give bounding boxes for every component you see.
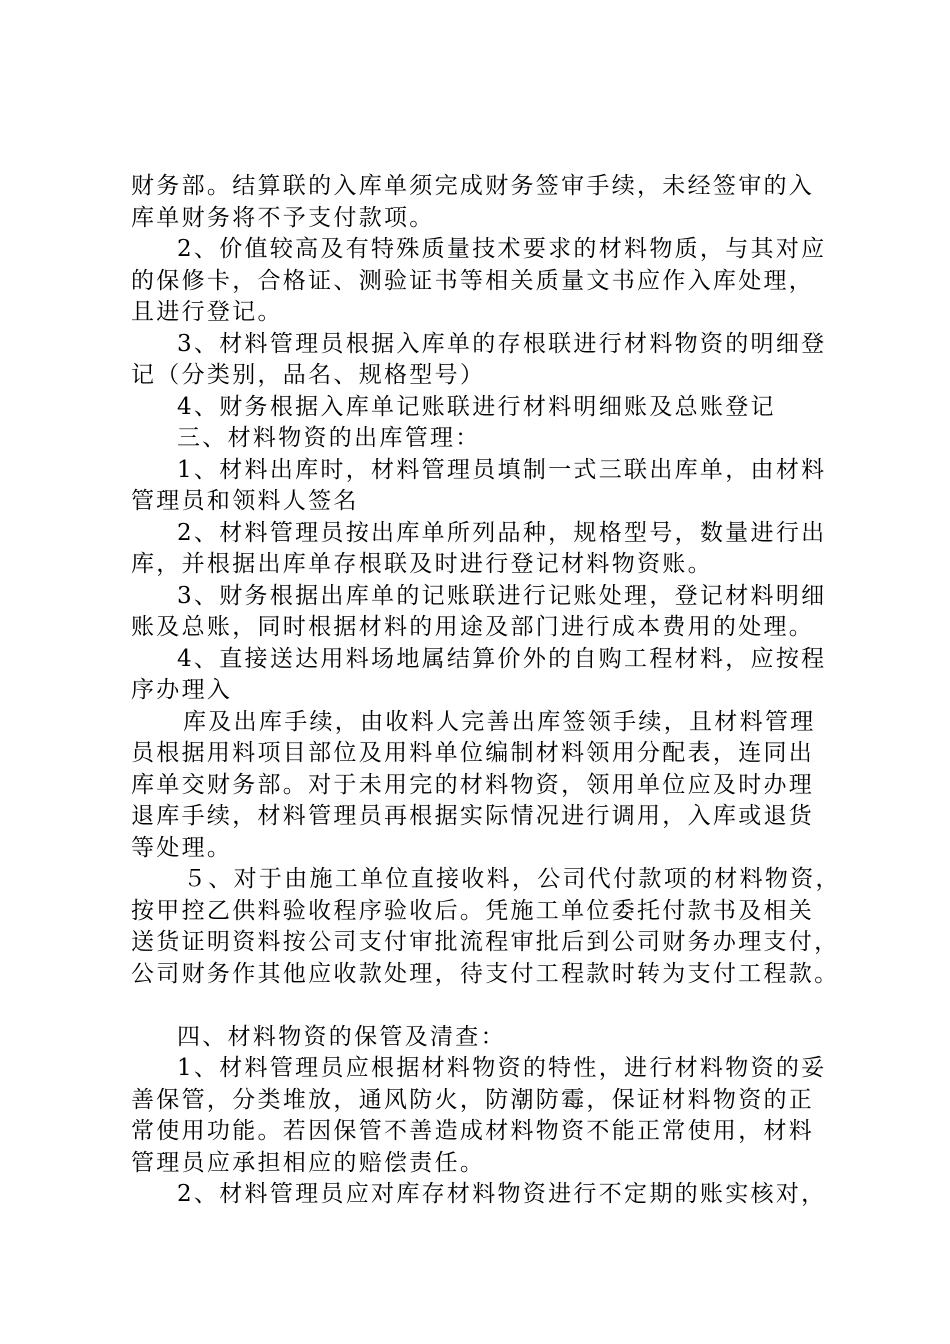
text-line: 3、材料管理员根据入库单的存根联进行材料物资的明细登 [177,330,827,357]
text-line: 常使用功能。若因保管不善造成材料物资不能正常使用，材料 [131,1118,815,1144]
paragraph [131,707,846,865]
text-line: 公司财务作其他应收款处理，待支付工程款时转为支付工程款。 [131,960,840,987]
text-line: 送货证明资料按公司支付审批流程审批后到公司财务办理支付， [131,929,840,955]
paragraph [131,644,846,707]
text-line: 账及总账，同时根据材料的用途及部门进行成本费用的处理。 [131,614,815,640]
text-line: 记（分类别，品名、规格型号） [131,362,486,388]
text-line: 的保修卡，合格证、测验证书等相关质量文书应作入库处理， [131,267,815,294]
text-line: 按甲控乙供料验收程序验收后。凭施工单位委托付款书及相关 [131,897,815,924]
text-line: 财务部。结算联的入库单须完成财务签审手续，未经签审的入 [131,173,815,199]
text-line: 管理员应承担相应的赔偿责任。 [131,1149,486,1176]
text-line: 善保管，分类堆放，通风防火，防潮防霉，保证材料物资的正 [131,1086,815,1113]
text-line: 2、价值较高及有特殊质量技术要求的材料物质，与其对应 [177,236,827,262]
text-line: 2、材料管理员按出库单所列品种，规格型号，数量进行出 [177,519,827,546]
text-line: 3、财务根据出库单的记账联进行记账处理，登记材料明细 [177,582,827,609]
paragraph [131,581,846,644]
text-line: 4、直接送达用料场地属结算价外的自购工程材料，应按程 [177,645,827,672]
paragraph [131,518,846,581]
text-line: 2、材料管理员应对库存材料物资进行不定期的账实核对， [177,1181,827,1207]
paragraph [131,1022,846,1054]
text-line [131,990,846,1022]
text-line: 库单财务将不予支付款项。 [131,204,435,231]
paragraph [131,171,846,234]
paragraph [131,864,846,990]
text-line: 管理员和领料人签名 [131,488,359,514]
text-line: 三、材料物资的出库管理： [177,425,481,451]
text-line: ５、对于由施工单位直接收料，公司代付款项的材料物资， [183,866,841,892]
text-line: 员根据用料项目部位及用料单位编制材料领用分配表，连同出 [131,740,815,766]
text-line: 等处理。 [131,834,233,861]
text-line: 4、财务根据入库单记账联进行材料明细账及总账登记 [177,393,776,420]
document-page [131,171,846,1211]
text-line: 库，并根据出库单存根联及时进行登记材料物资账。 [131,551,713,577]
text-line: 库及出库手续，由收料人完善出库签领手续，且材料管理 [183,708,816,735]
text-line: 1、材料管理员应根据材料物资的特性，进行材料物资的妥 [177,1055,827,1081]
paragraph [131,423,846,455]
paragraph [131,329,846,392]
text-line: 退库手续，材料管理员再根据实际情况进行调用，入库或退货 [131,803,815,829]
paragraph [131,1053,846,1179]
text-line: 库单交财务部。对于未用完的材料物资，领用单位应及时办理 [131,771,815,798]
text-line: 四、材料物资的保管及清查： [177,1023,506,1050]
paragraph [131,234,846,329]
paragraph [131,1179,846,1211]
text-line: 且进行登记。 [131,299,283,325]
text-line: 1、材料出库时，材料管理员填制一式三联出库单，由材料 [177,456,827,483]
paragraph [131,455,846,518]
text-line: 序办理入 [131,677,233,703]
paragraph [131,990,846,1022]
paragraph [131,392,846,424]
